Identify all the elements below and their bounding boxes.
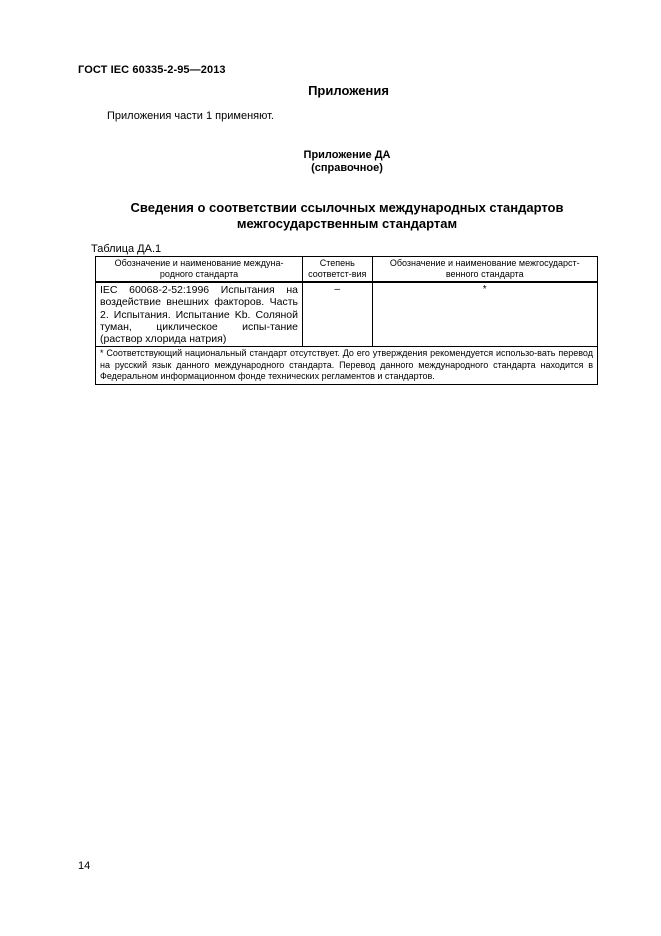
table-footnote-row: [96, 347, 598, 385]
header-international-standard: Обозначение и наименование междуна-родного стандарта: [96, 257, 303, 283]
table-footnote: * Соответствующий национальный стандарт отсутствует. До его утверждения рекомендуется использо-вать перевод на русский язык данного международного стандарта. Перевод данного международного стандарта находится в Федеральном информационном фонде технических регламентов и стандартов.: [96, 347, 598, 385]
references-table: [95, 256, 598, 385]
annex-title: [0, 200, 661, 232]
cell-degree-of-conformity: –: [303, 282, 373, 347]
document-code: ГОСТ IEC 60335-2-95—2013: [78, 64, 226, 76]
cell-international-standard: IEC 60068-2-52:1996 Испытания на воздействие внешних факторов. Часть 2. Испытания. Испытание Kb. Соляной туман, циклическое испы-тание (раствор хлорида натрия): [96, 282, 303, 347]
header-degree-of-conformity: Степень соответст-вия: [303, 257, 373, 283]
annex-heading: [0, 149, 661, 175]
table-caption: Таблица ДА.1: [91, 243, 162, 255]
annex-title-line-2: межгосударственным стандартам: [236, 216, 458, 231]
table-row: [96, 282, 598, 347]
section-title: Приложения: [308, 83, 389, 98]
intro-text: Приложения части 1 применяют.: [107, 110, 274, 122]
annex-title-line-1: Сведения о соответствии ссылочных международных стандартов: [130, 200, 564, 215]
page-number: 14: [78, 860, 91, 872]
table-header-row: [96, 257, 598, 283]
cell-interstate-standard: *: [372, 282, 597, 347]
annex-status: (справочное): [311, 162, 383, 174]
annex-label: Приложение ДА: [303, 149, 391, 161]
header-interstate-standard: Обозначение и наименование межгосударст-венного стандарта: [372, 257, 597, 283]
